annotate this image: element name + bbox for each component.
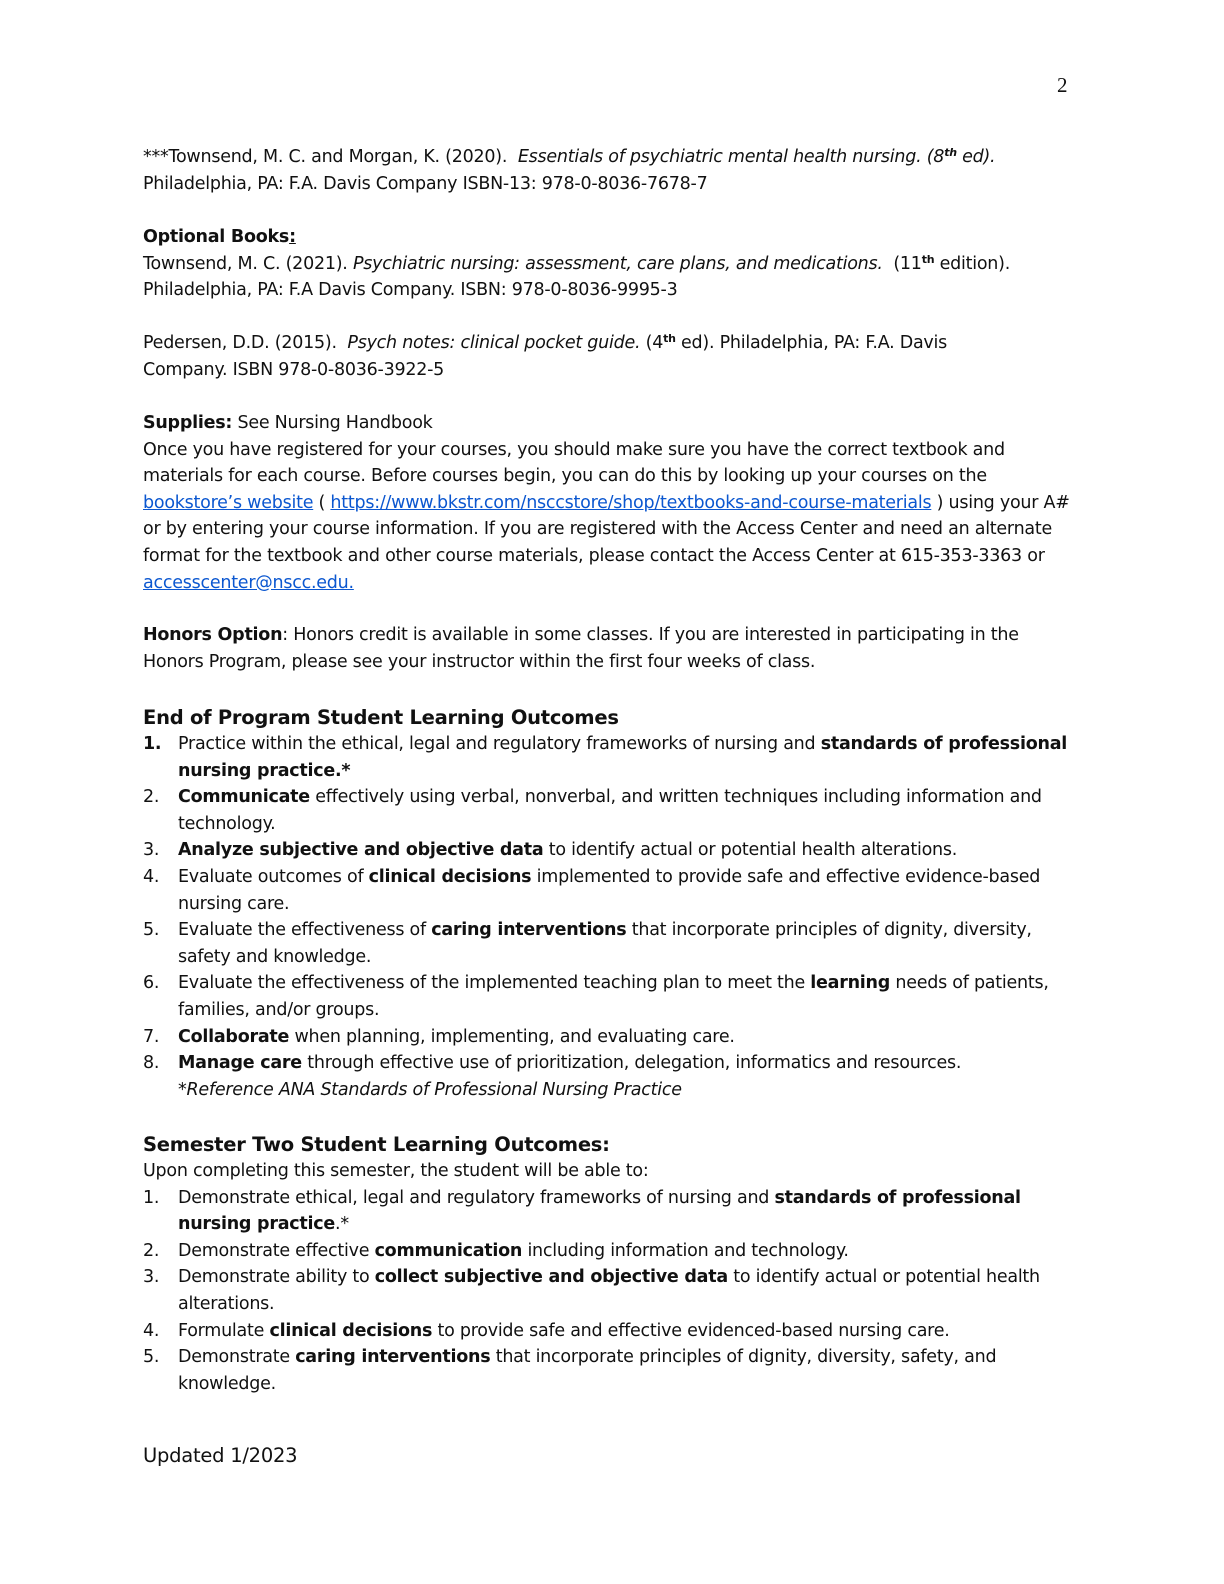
list-item: 3. Analyze subjective and objective data to identify actual or potential health alterations.: [143, 840, 958, 861]
optional-book-1-line-2: Philadelphia, PA: F.A Davis Company. ISBN: 978-0-8036-9995-3: [143, 280, 678, 301]
list-item: 7. Collaborate when planning, implementing, and evaluating care.: [143, 1026, 735, 1047]
optional-books: [143, 224, 1083, 304]
list-item: 5. Demonstrate caring interventions that incorporate principles of dignity, diversity, safety, and knowledge.: [143, 1347, 997, 1394]
list-item: 3. Demonstrate ability to collect subjective and objective data to identify actual or potential health alterations.: [143, 1267, 1040, 1314]
list-item: 1. Practice within the ethical, legal and regulatory frameworks of nursing and standards of professional nursing practice.*: [143, 734, 1067, 781]
optional-book-1-title: Psychiatric nursing: assessment, care plans, and medications.: [352, 253, 883, 274]
honors-paragraph: Honors Option: Honors credit is available in some classes. If you are interested in participating in the Honors Program, please see your instructor within the first four weeks of class.: [143, 625, 1019, 672]
supplies-paragraph: Once you have registered for your courses, you should make sure you have the correct textbook and materials for each course. Before courses begin, you can do this by looking up your courses on the bookstore’s website ( https://www.bkstr.com/nsccstore/shop/textbooks-and-course-materials ) using your A# or by entering your course information. If you are registered with the Access Center and need an alternate format for the textbook and other course materials, please contact the Access Center at 615-353-3363 or accesscenter@nscc.edu.: [143, 439, 1070, 593]
list-item: 1. Demonstrate ethical, legal and regulatory frameworks of nursing and standards of professional nursing practice.*: [143, 1187, 1021, 1235]
textbook-title: Essentials of psychiatric mental health nursing.: [517, 147, 922, 167]
semester-two-list: [143, 1185, 1083, 1398]
list-item: 4. Formulate clinical decisions to provide safe and effective evidenced-based nursing care.: [143, 1320, 950, 1341]
list-item: 8. Manage care through effective use of prioritization, delegation, informatics and resources. *Reference ANA Standards of Professional Nursing Practice: [143, 1053, 962, 1100]
reference-note: *Reference ANA Standards of Professional Nursing Practice: [178, 1079, 682, 1100]
bookstore-website-link[interactable]: bookstore’s website: [143, 492, 314, 513]
list-item: 2. Demonstrate effective communication including information and technology.: [143, 1240, 849, 1261]
end-of-program-heading: End of Program Student Learning Outcomes: [143, 706, 619, 729]
list-item: 6. Evaluate the effectiveness of the implemented teaching plan to meet the learning needs of patients, families, and/or groups.: [143, 973, 1049, 1020]
page-number: 2: [1057, 73, 1068, 97]
textbook-line-1: ***Townsend, M. C. and Morgan, K. (2020). Essentials of psychiatric mental health nursing. (8th ed).: [143, 146, 996, 167]
optional-book-2-title: Psych notes: clinical pocket guide.: [347, 333, 641, 353]
honors-section: [143, 622, 1083, 675]
semester-two-heading: Semester Two Student Learning Outcomes:: [143, 1133, 610, 1156]
semester-two-intro: Upon completing this semester, the student will be able to:: [143, 1161, 649, 1181]
optional-book-2-line-1: Pedersen, D.D. (2015). Psych notes: clinical pocket guide. (4th ed). Philadelphia, PA: F.A. Davis: [143, 332, 948, 353]
required-textbook: [143, 144, 1083, 197]
list-item: 4. Evaluate outcomes of clinical decisions implemented to provide safe and effective evidence-based nursing care.: [143, 866, 1041, 914]
optional-book-2: [143, 330, 1083, 383]
access-center-email-link[interactable]: accesscenter@nscc.edu.: [143, 572, 354, 593]
list-item: 5. Evaluate the effectiveness of caring interventions that incorporate principles of dignity, diversity, safety and knowledge.: [143, 920, 1032, 967]
textbook-line-2: Philadelphia, PA: F.A. Davis Company ISBN-13: 978-0-8036-7678-7: [143, 173, 708, 194]
supplies-section: [143, 410, 1083, 596]
page-footer: Updated 1/2023: [143, 1444, 298, 1467]
optional-books-heading: Optional Books:: [143, 227, 296, 247]
end-of-program-list: [143, 731, 1083, 1103]
semester-two-outcomes: [143, 1132, 1083, 1397]
supplies-line: Supplies: See Nursing Handbook: [143, 413, 433, 433]
list-item: 2. Communicate effectively using verbal, nonverbal, and written techniques including information and technology.: [143, 787, 1042, 834]
optional-book-2-line-2: Company. ISBN 978-0-8036-3922-5: [143, 359, 445, 380]
end-of-program-outcomes: [143, 705, 1083, 1103]
bookstore-url-link[interactable]: https://www.bkstr.com/nsccstore/shop/textbooks-and-course-materials: [330, 492, 932, 513]
optional-book-1-line-1: Townsend, M. C. (2021). Psychiatric nursing: assessment, care plans, and medications. (11th edition).: [143, 252, 1011, 274]
